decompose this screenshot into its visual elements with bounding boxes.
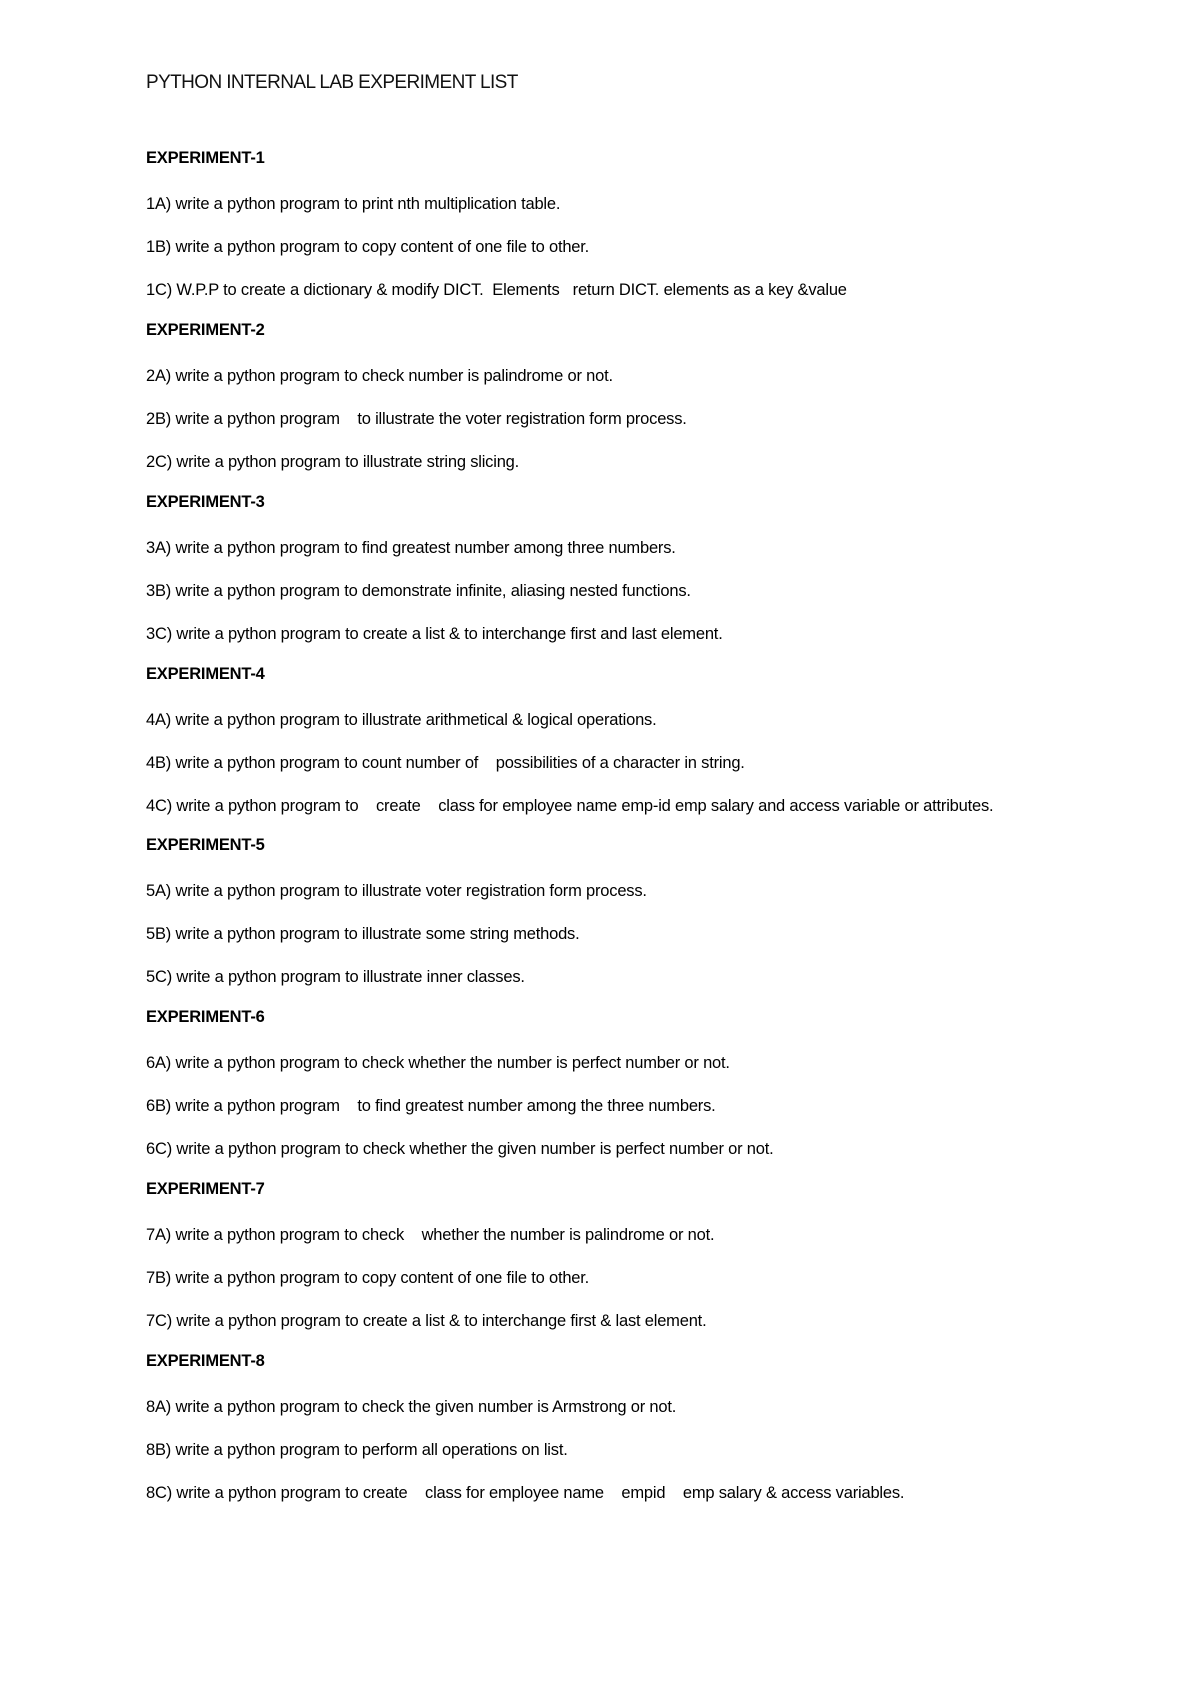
experiment-item: 7C) write a python program to create a list & to interchange first & last element. [146,1312,707,1330]
experiment-item: 1A) write a python program to print nth multiplication table. [146,195,561,213]
experiment-item: 6C) write a python program to check whether the given number is perfect number or not. [146,1140,774,1158]
experiment-item: 2A) write a python program to check number is palindrome or not. [146,367,613,385]
document-title: PYTHON INTERNAL LAB EXPERIMENT LIST [146,72,518,93]
experiment-heading: EXPERIMENT-7 [146,1180,265,1198]
experiment-item: 8A) write a python program to check the given number is Armstrong or not. [146,1398,677,1416]
experiment-item: 1C) W.P.P to create a dictionary & modify DICT. Elements return DICT. elements as a key &value [146,281,847,299]
experiment-item: 5B) write a python program to illustrate some string methods. [146,925,580,943]
experiment-item: 8C) write a python program to create class for employee name empid emp salary & access variables. [146,1484,905,1502]
experiment-item: 2B) write a python program to illustrate the voter registration form process. [146,410,687,428]
experiment-heading: EXPERIMENT-3 [146,493,265,511]
experiment-3 [146,492,1046,647]
experiment-item: 5A) write a python program to illustrate voter registration form process. [146,882,647,900]
experiment-1 [146,148,1046,303]
experiment-heading: EXPERIMENT-4 [146,665,265,683]
experiment-heading: EXPERIMENT-2 [146,321,265,339]
experiment-item: 3C) write a python program to create a list & to interchange first and last element. [146,625,723,643]
experiment-item: 4C) write a python program to create class for employee name emp-id emp salary and access variable or attributes. [146,797,994,815]
experiment-6 [146,1007,1046,1162]
experiment-7 [146,1179,1046,1334]
experiment-item: 3B) write a python program to demonstrate infinite, aliasing nested functions. [146,582,691,600]
experiment-item: 3A) write a python program to find greatest number among three numbers. [146,539,676,557]
experiment-item: 7B) write a python program to copy content of one file to other. [146,1269,590,1287]
experiment-4 [146,664,1046,819]
experiment-heading: EXPERIMENT-1 [146,149,265,167]
experiment-heading: EXPERIMENT-5 [146,836,265,854]
experiment-item: 1B) write a python program to copy content of one file to other. [146,238,590,256]
experiment-item: 4A) write a python program to illustrate arithmetical & logical operations. [146,711,657,729]
experiment-list [146,148,1046,1523]
experiment-8 [146,1351,1046,1506]
experiment-heading: EXPERIMENT-8 [146,1352,265,1370]
experiment-item: 6B) write a python program to find greatest number among the three numbers. [146,1097,716,1115]
experiment-item: 4B) write a python program to count number of possibilities of a character in string. [146,754,745,772]
experiment-2 [146,320,1046,475]
experiment-item: 6A) write a python program to check whether the number is perfect number or not. [146,1054,730,1072]
experiment-item: 7A) write a python program to check whether the number is palindrome or not. [146,1226,715,1244]
experiment-5 [146,835,1046,990]
experiment-heading: EXPERIMENT-6 [146,1008,265,1026]
experiment-item: 5C) write a python program to illustrate inner classes. [146,968,525,986]
experiment-item: 2C) write a python program to illustrate string slicing. [146,453,520,471]
experiment-item: 8B) write a python program to perform all operations on list. [146,1441,568,1459]
